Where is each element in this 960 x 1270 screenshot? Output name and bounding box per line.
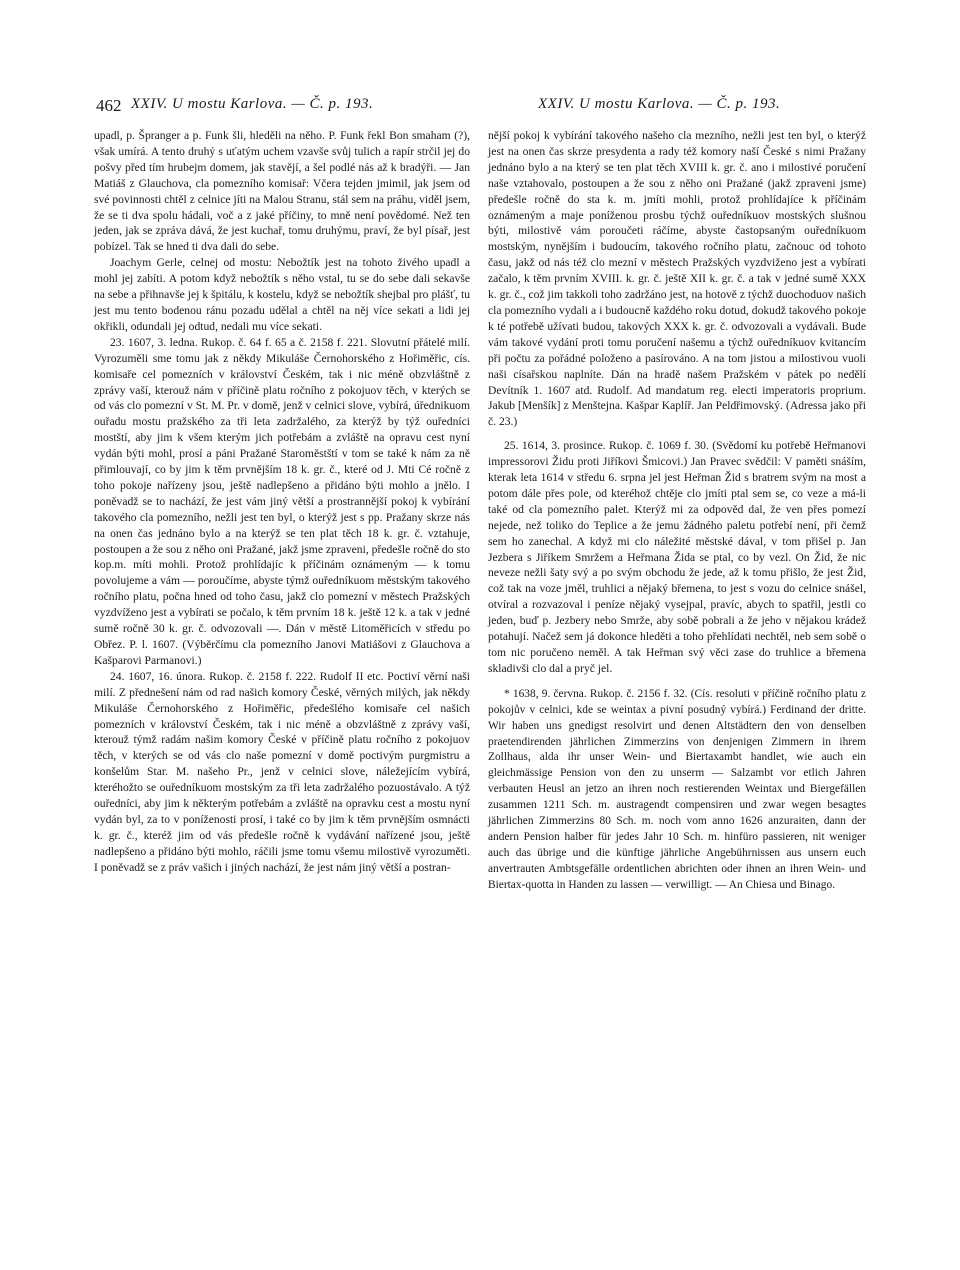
page-number: 462 (96, 96, 122, 115)
right-column (488, 128, 866, 894)
paragraph-entry-25: 25. 1614, 3. prosince. Rukop. č. 1069 f. 30. (Svědomí ku potřebě Heřmanovi impressorovi Židu proti Jiříkovi Šmicovi.) Jan Pravec svědčil: V paměti snáším, kterak leta 1614 v středu 6. srpna jel jest Heřman Žid s bratrem svým na most a potom dále přes pole, od kteréhož chtěje clo jmíti ptal sem se, co veze a má-li také od cla pomezního palet. Kterýž mi za odpověd dal, že ven přes pomezí nejede, než toliko do Teplice a že jemu žádného paletu potřebí není, při čemž sem ho zanechal. A když mi clo náležité městské dával, v tom přišel p. Jan Jezbera s Jiříkem Smržem a Heřmana Žida se ptal, co by vezl. On Žid, že nic neveze nežli šaty svý a po svým obchodu že jede, až k tomu přišlo, že jest Žid, což tak na voze jměl, truhlici a nějaký břemena, to jest s vozu do celnice snášel, otvíral a rozvazoval i peníze nějaký vysejpal, pravíc, abych to spatřil, jestli co jeden, buď p. Jezbery nebo Smrže, aby sobě pobrali a že jeho v nějakou krádež potahují. Načež sem já dokonce hleděti a toho přehlídati nechtěl, neb sem sobě o tom nic poručeno neměl. A tak Heřman svý věci zase do truhlice a břemena skladivši clo dal a pryč jel. (488, 439, 866, 675)
paragraph-continued: upadl, p. Špranger a p. Funk šli, hleděli na něho. P. Funk řekl Bon smaham (?), však umírá. A tento druhý s uťatým uchem vzavše svůj tulich a rapír strčil jej do pošvy před tím hrubejm domem, jak stavějí, a šel podlé nás až k bradýři. — Jan Matiáš z Glauchova, cla pomezního komisař: Včera tejden jmimil, jak jsem od své povinnosti chtěl z celnice jíti na Malou Stranu, stál sem na práhu, viděl jsem, že se ti dva spolu hádali, voč a z jaké příčiny, to mně není povědomé. Než ten jeden, jak se zpráva dává, že jest kuchař, tomu druhýmu, praví, že byl písař, jest pobízel. Tak se hned ti dva dali do sebe. (94, 129, 470, 254)
running-head-right: XXIV. U mostu Karlova. — Č. p. 193. (538, 96, 781, 112)
paragraph-entry-1638: * 1638, 9. června. Rukop. č. 2156 f. 32. (Cís. resoluti v příčině ročního platu z pokojův v celnici, kde se weintax a pivní posudný vybírá.) Ferdinand der dritte. Wir haben uns gnedigst resolvirt und denen Altstädtern den von denselben praetendirenden jährlichen Zimmerzins von denjenigen Zimmern in ihrem Zollhaus, alda ihr unser Wein- und Biertaxambt handlet, wie auch ein gleichmässige Pension von den zu unserm — Salzambt vor etlich Jahren verbauten Heusl an jetzo an ihren noch restierenden Weintax und Biergefällen zusammen 1211 Sch. m. austragendt compensiren und zwar wegen besagtes jährlichen Zimmerzins 80 Sch. m. noch vom anno 1626 anzuraiten, dann der andern Pension halber für jedes Jahr 10 Sch. m. hinfüro passieren, nit weniger auch das übrige und die künftige jährliche Angebührnissen aus unsern euch anvertrauten Ambtsgefälle ordentlichen abrichten oder ihnen an ihren Wein- und Biertax-quotta in Handen zu lassen — verwilligt. — An Chiesa und Binago. (488, 687, 866, 891)
running-head-left: XXIV. U mostu Karlova. — Č. p. 193. (131, 96, 374, 112)
paragraph-entry-24: 24. 1607, 16. února. Rukop. č. 2158 f. 222. Rudolf II etc. Poctiví věrní naši milí. Z přednešení nám od rad našich komory České, věrných milých, jak někdy Mikuláše Černohorského z Hořiměřic, předešlého komisaře cel našich pomezních v království Českém, tak i nic méně a obzvláštně z zprávy vaší, kterouž týmž radám našim komory České v příčině platu ročního z pokojuov těch, v kterých se od vás clo naše pomezní v domě poctivým purgmistru a konšelům Star. M. našeho Pr., jenž v celnici slove, náležejícím vybírá, kteréhožto se ouředníkuom mostským za tři leta zadržalého pozuostávalo. A týž ouředníci, aby jim k některým potřebám a zvláště na opravku cest a mostu nyní vydán byl, za to v poníženosti prosí, i také co by jim k těm prvnějším osmnácti k. gr. č., kteréž jim od vás předešle ročně k vydávání nařízené jsou, ještě nadlepšeno a přidáno býti mohlo, ráčili jsme tomu všemu milostivě vyrozuměti. I poněvadž se z práv vašich i jiných nachází, že jest nám jiný větší a postran- (94, 669, 470, 874)
paragraph-entry-24-continued: nější pokoj k vybírání takového našeho cla mezního, nežli jest ten byl, o kterýž jest na onen čas skrze presydenta a rady též komory naší České s nimi Pražany jednáno bylo a na který se ten plat těch XVIII k. gr. č. ano i milostivé poručení naše vztahovalo, postoupen a že sou z něho oni Pražané (jakž zpraveni jsme) předešle ročně do sta k. m. jmíti mohli, protož prohlídajíce k příčinám oznámeným a maje poníženou prosbu týchž ouředníkuov mostských slušnou býti, milostivě vám poroučeti ráčíme, abyste častopsaným ouředníkuom mostským, nynějším i budoucím, takového ročního platu, začnouc od tohoto času, jakž od nás též clo mezní v městech Pražských vyzdviženo jest a vybírati začalo, k těm prvním XVIII. k. gr. č. ještě XII k. gr. č. a tak v jedné sumě XXX k. gr. č., což jim takkoli toho zadržáno jest, na hotově z týchž duochoduov našich cla pomezního vydali a i budoucně každého roku dotud, dokudž takového pokoje k té potřebě užívati budou, takových XXX k. gr. č. odvozovali a vydávali. Bude vám takové vydání proti tomu poručení našemu a týchž ouředníkuov kvitancím při počtu za pořádné položeno a pasírováno. A na tom jistou a milostivou vuoli naši císařskou naplníte. Dán na hradě našem Pražském v pátek po nedělí Devítník 1. 1607 atd. Rudolf. Ad mandatum reg. electi imperatoris proprium. Jakub [Menšík] z Menštejna. Kašpar Kaplíř. Jan Peldřimovský. (Adressa jako při č. 23.) (488, 129, 866, 429)
paragraph-entry-23: 23. 1607, 3. ledna. Rukop. č. 64 f. 65 a č. 2158 f. 221. Slovutní přátelé milí. Vyrozuměli sme tomu jak z někdy Mikuláše Černohorského z Hořiměřic, cís. komisaře cel pomezních v království Českém, tak i nic méně obzvláštně z zprávy vaší, kterouž nám v příčině platu ročního z pokojuov těch, v kterých se od vás clo pomezní v St. M. Pr. v domě, jenž v celnici slove, vybírá, úřednikuom ouřadu mostu pražského za tři leta zadržalého, za kterýž by týž ouředníci mostští, aby jim k všem kterým jich potřebám a zvláště na opravu cest nyní vydán býti mohl, prosí a páni Pražané Staroměstští v tom se také k nám za ně přimlouvají, co by jim k těm prvnějším 18 k. gr. č., které od J. Mti Cé ročně z toho pokoje nařízeny jsou, ještě nadlepšeno a přidáno býti mohlo a jnělo. I poněvadž se to nachází, že jest vám jiný větší a prostrannější pokoj k vybírání takového cla pomezního, nežli jest ten byl, o kterýž jest s pp. Pražany skrze nás na onen čas jednáno bylo a na kterýž se ten plat těch 18 k. gr. č. vztahuje, postoupen a že sou z něho oni Pražané, jakž jsme zpraveni, předešle ročně do sto kop.m. míti mohli. Protož prohlídajíc k příčinám oznámeným — k tomu povolujeme a vám — poroučíme, abyste týmž ouředníkuom městským takového ročního platu, počna hned od toho času, jakž clo pomezní v městech Pražských vyzdvíženo jest a vybírati se počalo, k těm prvním 18 k. ještě 12 k. a tak v jedné sumě ročně 30 k. gr. č. odvozovali —. Dán v městě Litoměřicích v středu po Obřez. P. l. 1607. (Výběrčímu cla pomezního Janovi Matiášovi z Glauchova a Kašparovi Parmanovi.) (94, 335, 470, 667)
page-header (96, 96, 816, 120)
left-column (94, 128, 470, 876)
paragraph-gerle-testimony: Joachym Gerle, celnej od mostu: Nebožtík jest na tohoto živého upadl a mohl jej zabíti. A potom když nebožtík s něho vstal, tu se do sebe dali sekavše na sebe a přihnavše jej k špitálu, k kostelu, když se nebožtík shejbal pro plášť, tu jest mu tento bodenou ránu pozadu udělal a chtěl na něj více sekati a lidi jej okřikli, odundali jej odtud, nedali mu více sekati. (94, 256, 470, 333)
